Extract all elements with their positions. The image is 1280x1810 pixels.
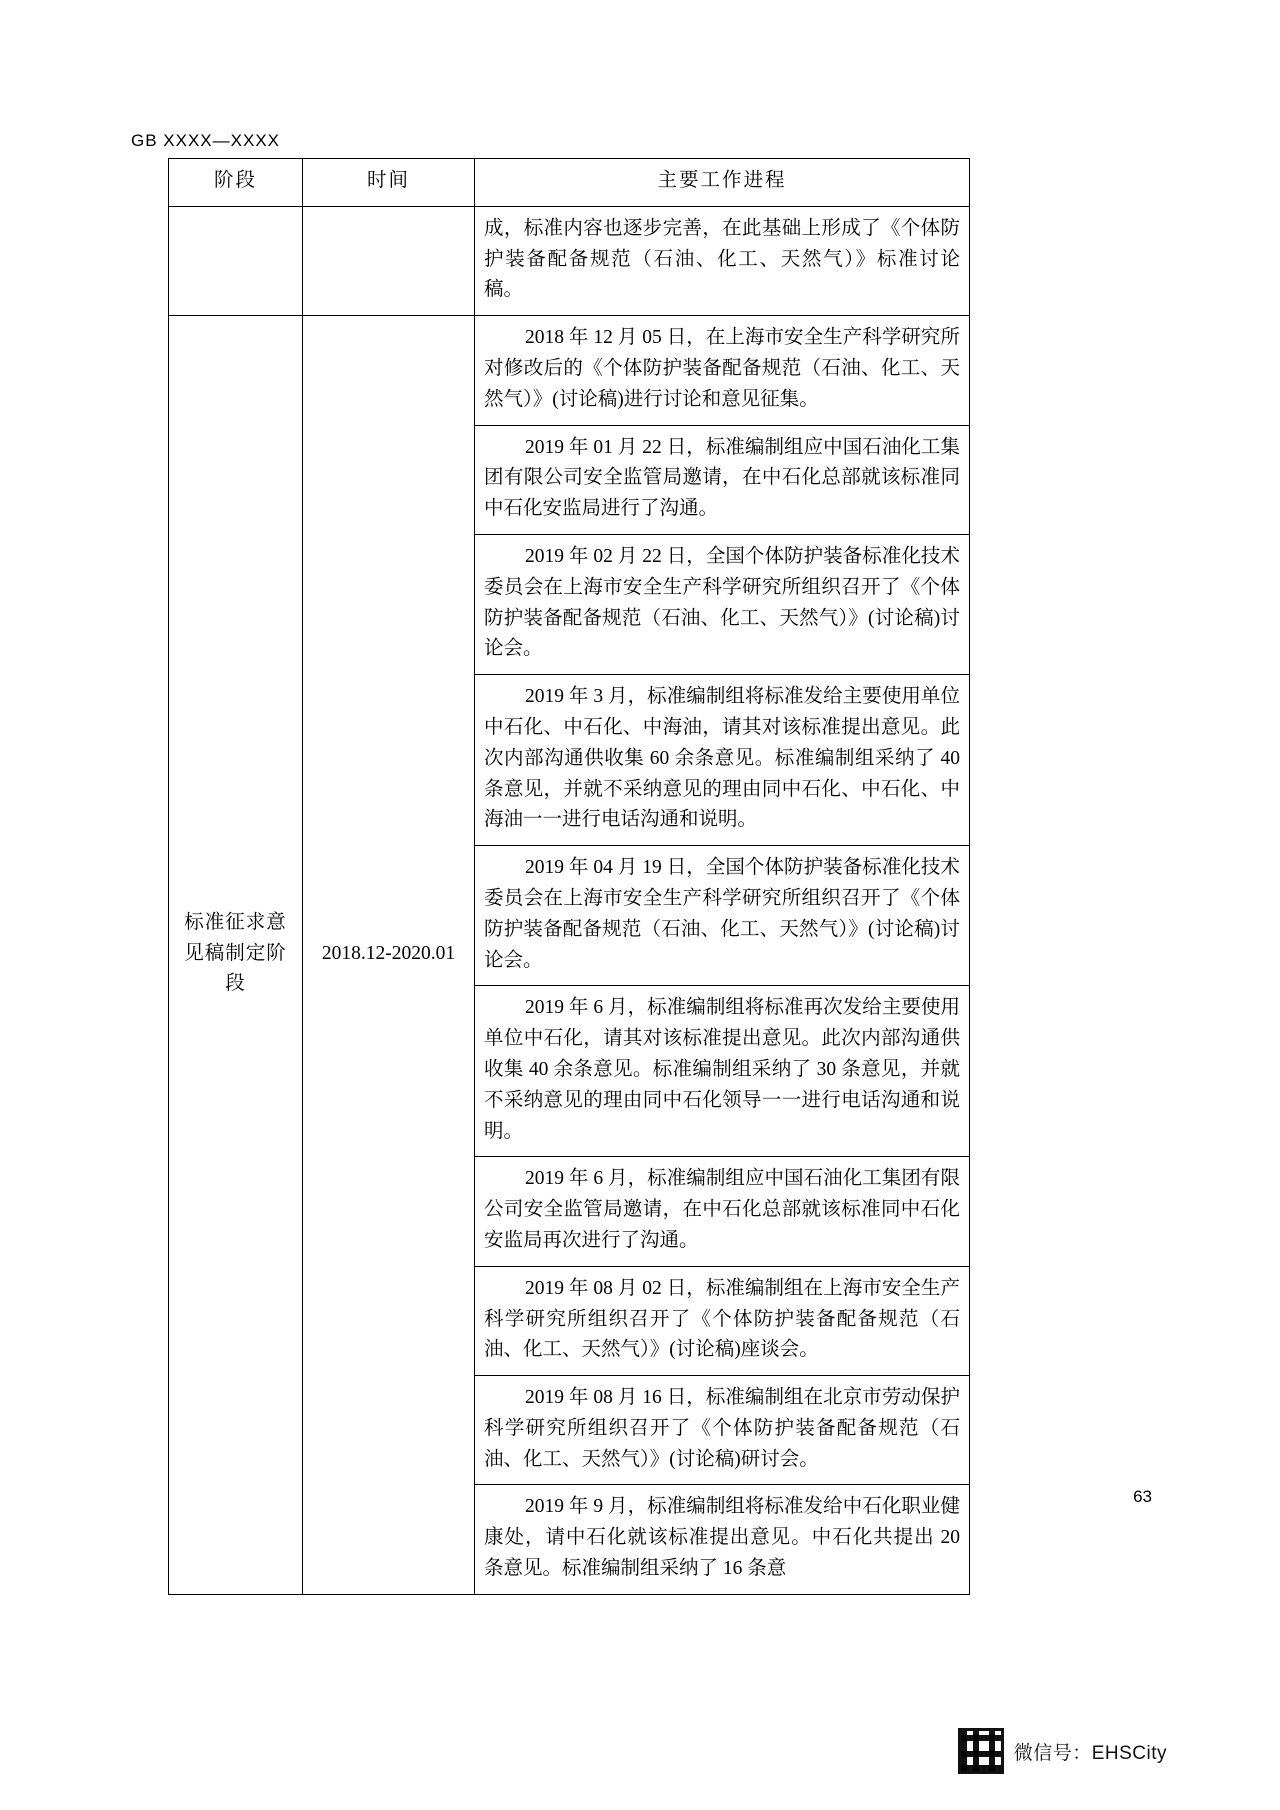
column-header-progress: 主要工作进程: [475, 159, 970, 207]
progress-paragraph: 2019 年 3 月，标准编制组将标准发给主要使用单位中石化、中石化、中海油，请其对该标准提出意见。此次内部沟通供收集 60 余条意见。标准编制组采纳了 40 条意见，并就不采纳意见的理由同中石化、中石化、中海油一一进行电话沟通和说明。: [484, 686, 960, 831]
cell-time-solicitation: 2018.12-2020.01: [303, 316, 475, 1595]
cell-progress-item: [475, 1157, 970, 1266]
table-header-row: [169, 159, 970, 207]
cell-stage-solicitation: 标准征求意见稿制定阶段: [169, 316, 303, 1595]
progress-paragraph: 成，标准内容也逐步完善，在此基础上形成了《个体防护装备配备规范（石油、化工、天然气）》标准讨论稿。: [484, 217, 960, 301]
footer-watermark: [958, 1728, 1167, 1774]
cell-progress-item: [475, 534, 970, 674]
progress-paragraph: 2019 年 6 月，标准编制组应中国石油化工集团有限公司安全监管局邀请，在中石化总部就该标准同中石化安监局再次进行了沟通。: [484, 1168, 960, 1251]
wechat-id-label: 微信号：EHSCity: [1013, 1742, 1167, 1764]
progress-paragraph: 2018 年 12 月 05 日，在上海市安全生产科学研究所对修改后的《个体防护装备配备规范（石油、化工、天然气）》(讨论稿)进行讨论和意见征集。: [484, 327, 960, 410]
cell-stage-continued: [169, 206, 303, 315]
progress-paragraph: 2019 年 6 月，标准编制组将标准再次发给主要使用单位中石化，请其对该标准提出意见。此次内部沟通供收集 40 余条意见。标准编制组采纳了 30 条意见，并就不采纳意见的理由同中石化领导一一进行电话沟通和说明。: [484, 997, 960, 1142]
column-header-stage: 阶段: [169, 159, 303, 207]
table-row: [169, 316, 970, 425]
cell-progress-item: [475, 1485, 970, 1594]
column-header-time: 时间: [303, 159, 475, 207]
page-number: 63: [1133, 1487, 1152, 1506]
cell-time-continued: [303, 206, 475, 315]
progress-paragraph: 2019 年 08 月 16 日，标准编制组在北京市劳动保护科学研究所组织召开了《个体防护装备配备规范（石油、化工、天然气）》(讨论稿)研讨会。: [484, 1387, 960, 1470]
cell-progress-continued: [475, 206, 970, 315]
cell-progress-item: [475, 986, 970, 1157]
cell-progress-item: [475, 846, 970, 986]
document-header-code: GB XXXX—XXXX: [131, 131, 280, 150]
cell-progress-item: [475, 675, 970, 846]
table-row: [169, 206, 970, 315]
progress-paragraph: 2019 年 04 月 19 日，全国个体防护装备标准化技术委员会在上海市安全生产科学研究所组织召开了《个体防护装备配备规范（石油、化工、天然气）》(讨论稿)讨论会。: [484, 857, 960, 971]
cell-progress-item: [475, 316, 970, 425]
work-progress-table: [168, 158, 970, 1595]
progress-paragraph: 2019 年 02 月 22 日，全国个体防护装备标准化技术委员会在上海市安全生产科学研究所组织召开了《个体防护装备配备规范（石油、化工、天然气）》(讨论稿)讨论会。: [484, 545, 960, 660]
progress-paragraph: 2019 年 9 月，标准编制组将标准发给中石化职业健康处，请中石化就该标准提出意见。中石化共提出 20 条意见。标准编制组采纳了 16 条意: [484, 1496, 960, 1580]
cell-progress-item: [475, 1376, 970, 1485]
cell-progress-item: [475, 1266, 970, 1375]
cell-progress-item: [475, 425, 970, 534]
qr-code-icon: [958, 1728, 1004, 1774]
progress-paragraph: 2019 年 08 月 02 日，标准编制组在上海市安全生产科学研究所组织召开了《个体防护装备配备规范（石油、化工、天然气）》(讨论稿)座谈会。: [484, 1277, 960, 1361]
progress-paragraph: 2019 年 01 月 22 日，标准编制组应中国石油化工集团有限公司安全监管局邀请，在中石化总部就该标准同中石化安监局进行了沟通。: [484, 436, 960, 520]
